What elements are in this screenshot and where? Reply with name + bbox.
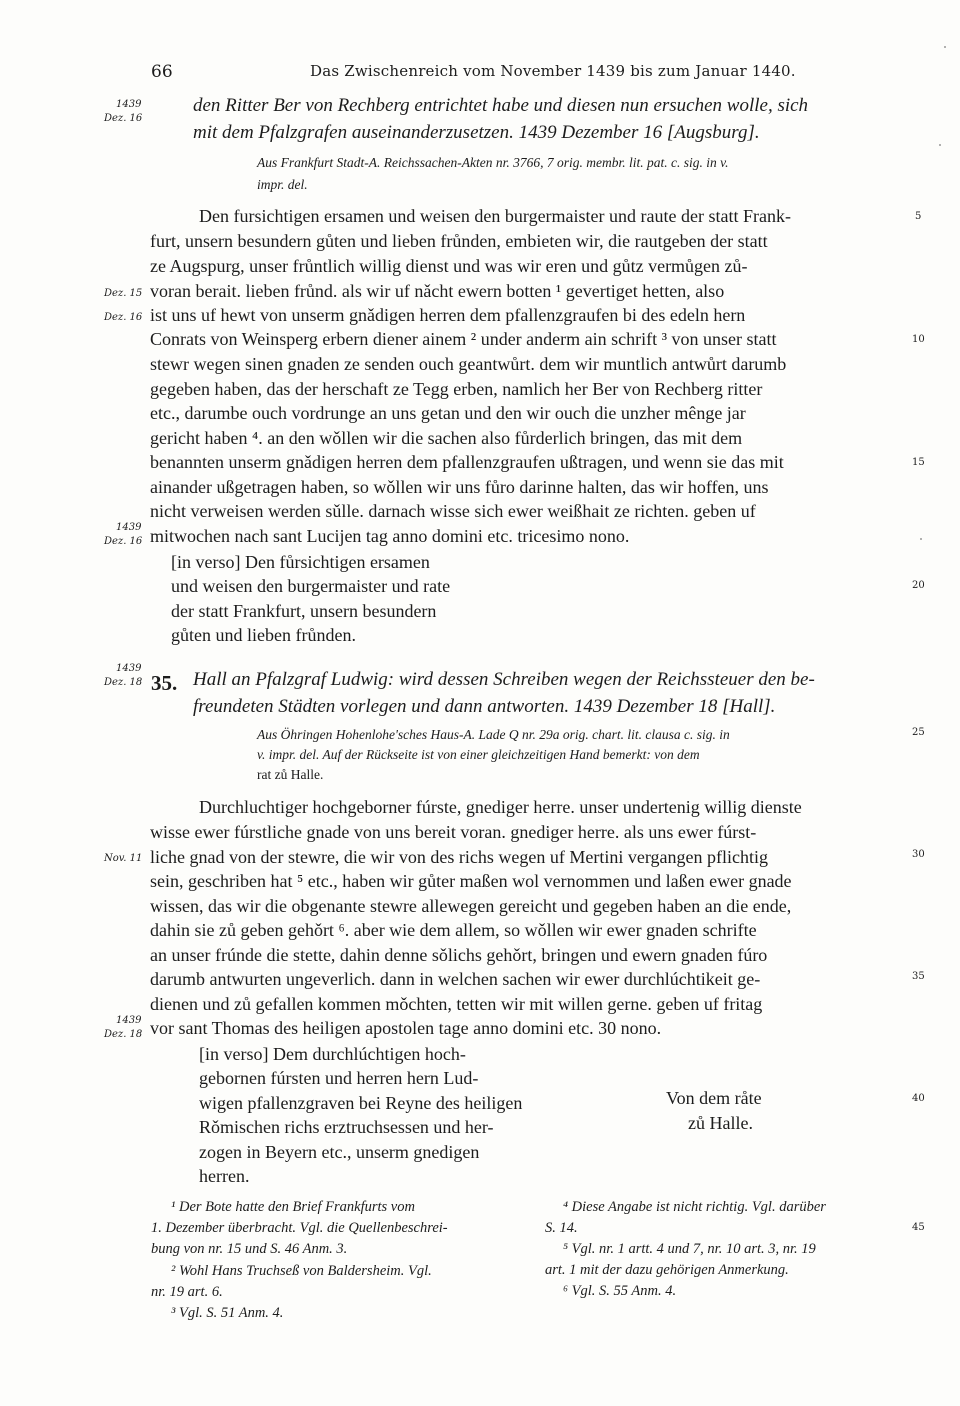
verso-line: wigen pfallenzgraven bei Reyne des heiligen	[199, 1093, 523, 1113]
line-number: 45	[912, 1222, 925, 1233]
body-line: liche gnad von der stewre, die wir von des richs wegen uf Mertini vergangen pflichtig	[150, 847, 768, 867]
verso-line: Rǒmischen richs erztruchsessen und her-	[199, 1117, 494, 1137]
line-number: 35	[912, 971, 925, 982]
body-line: gegeben haben, das der herschaft ze Tegg erben, namlich her Ber von Rechberg ritter	[150, 379, 763, 399]
line-number: 15	[912, 457, 925, 468]
regest-line: mit dem Pfalzgrafen auseinanderzusetzen. 1439 Dezember 16 [Augsburg].	[193, 122, 760, 143]
running-title: Das Zwischenreich vom November 1439 bis zum Januar 1440.	[310, 62, 796, 80]
footnote-line: art. 1 mit der dazu gehörigen Anmerkung.	[545, 1262, 789, 1278]
body-line: dienen und zů gefallen kommen mǒchten, tetten wir mit willen gerne. geben uf fritag	[150, 994, 763, 1014]
margin-year: 1439	[116, 663, 142, 674]
verso-line: [in verso] Dem durchlúchtigen hoch-	[199, 1044, 466, 1064]
footnote-line: ⁴ Diese Angabe ist nicht richtig. Vgl. darüber	[563, 1199, 826, 1215]
margin-year: 1439	[116, 1015, 142, 1026]
verso-line: der statt Frankfurt, unsern besundern	[171, 601, 437, 621]
scan-speck	[939, 144, 941, 146]
footnote-line: bung von nr. 15 und S. 46 Anm. 3.	[151, 1241, 348, 1257]
margin-date: Dez. 16	[104, 536, 143, 547]
line-number: 25	[912, 727, 925, 738]
page-number: 66	[151, 62, 173, 82]
source-line: impr. del.	[257, 177, 308, 192]
body-line: sein, geschriben hat ⁵ etc., haben wir gůter maßen wol vernommen und laßen ewer gnade	[150, 871, 792, 891]
body-line: wissen, das wir die obgenante stewre allewegen gereicht und gegeben haben an die ende,	[150, 896, 792, 916]
body-line: ainander ußgetragen haben, so wǒllen wir uns fůro darinne halten, das wir hoffen, uns	[150, 477, 769, 497]
footnote-line: ¹ Der Bote hatte den Brief Frankfurts vom	[171, 1199, 415, 1215]
body-line: gericht haben ⁴. an den wǒllen wir die sachen also fůrderlich bringen, das mit dem	[150, 428, 743, 448]
line-number: 30	[912, 849, 925, 860]
verso-line: [in verso] Den fůrsichtigen ersamen	[171, 552, 430, 572]
verso-line: herren.	[199, 1166, 250, 1186]
source-line: v. impr. del. Auf der Rückseite ist von einer gleichzeitigen Hand bemerkt: von dem	[257, 747, 700, 762]
line-number: 40	[912, 1093, 925, 1104]
margin-date: Dez. 16	[104, 113, 143, 124]
regest-line: Hall an Pfalzgraf Ludwig: wird dessen Schreiben wegen der Reichssteuer den be-	[193, 669, 815, 690]
scan-speck	[920, 538, 922, 540]
margin-date: Dez. 18	[104, 677, 143, 688]
body-line: dahin sie zů geben gehǒrt ⁶. aber wie dem allem, so wǒllen wir ewer gnaden schrifte	[150, 920, 757, 940]
verso-line: gebornen fúrsten und herren hern Lud-	[199, 1068, 479, 1088]
body-line: mitwochen nach sant Lucijen tag anno domini etc. tricesimo nono.	[150, 526, 630, 546]
line-number: 20	[912, 580, 925, 591]
body-line: an unser frúnde die stette, dahin denne sǒlichs gehǒrt, bringen und ewern gnaden fúro	[150, 945, 768, 965]
footnote-line: ² Wohl Hans Truchseß von Baldersheim. Vgl.	[171, 1263, 432, 1279]
body-line: ze Augspurg, unser frůntlich willig dienst und was wir eren und gůtz vermůgen zů-	[150, 256, 748, 276]
footnote-line: nr. 19 art. 6.	[151, 1284, 223, 1300]
body-line: darumb antwurten ungeverlich. dann in welchen sachen wir ewer durchlúchtikeit ge-	[150, 969, 761, 989]
body-line: wisse ewer fúrstliche gnade von uns bereit voran. gnediger herre. als uns ewer fúrst-	[150, 822, 757, 842]
margin-date: Dez. 15	[104, 288, 143, 299]
body-line: Conrats von Weinsperg erbern diener ainem ² under anderm ain schrift ³ von unser statt	[150, 329, 777, 349]
body-line: furt, unsern besundern gůten und lieben frůnden, embieten wir, die rautgeben der statt	[150, 231, 768, 251]
margin-date: Nov. 11	[104, 853, 143, 864]
body-line: benannten unserm gnǎdigen herren dem pfallenzgraufen ußtragen, und wenn sie das mit	[150, 452, 784, 472]
line-number: 10	[912, 334, 925, 345]
body-line: nicht verweisen werden sǔlle. darnach wisse sich ewer weißhait ze richten. geben uf	[150, 501, 756, 521]
regest-line: den Ritter Ber von Rechberg entrichtet habe und diesen nun ersuchen wolle, sich	[193, 95, 809, 116]
footnote-line: ⁶ Vgl. S. 55 Anm. 4.	[563, 1283, 677, 1299]
verso-line: zogen in Beyern etc., unserm gnedigen	[199, 1142, 480, 1162]
sender-line: zů Halle.	[688, 1113, 753, 1133]
footnote-line: 1. Dezember überbracht. Vgl. die Quellenbeschrei-	[151, 1220, 448, 1236]
scan-speck	[944, 46, 946, 48]
regest-line: freundeten Städten vorlegen und dann antworten. 1439 Dezember 18 [Hall].	[193, 696, 776, 717]
margin-date: Dez. 16	[104, 312, 143, 323]
body-line: Den fursichtigen ersamen und weisen den burgermaister und raute der statt Frank-	[199, 206, 791, 226]
verso-line: gůten und lieben frůnden.	[171, 625, 356, 645]
body-line: ist uns uf hewt von unserm gnǎdigen herren dem pfallenzgraufen bi des edeln hern	[150, 305, 746, 325]
sender-line: Von dem råte	[666, 1088, 762, 1108]
footnote-line: ³ Vgl. S. 51 Anm. 4.	[171, 1305, 284, 1321]
margin-year: 1439	[116, 99, 142, 110]
footnote-line: ⁵ Vgl. nr. 1 artt. 4 und 7, nr. 10 art. 3, nr. 19	[563, 1241, 816, 1257]
margin-year: 1439	[116, 522, 142, 533]
document-number: 35.	[151, 671, 178, 695]
body-line: voran berait. lieben frůnd. als wir uf nǎcht ewern botten ¹ gevertiget hetten, also	[150, 281, 725, 301]
footnote-line: S. 14.	[545, 1220, 578, 1236]
margin-date: Dez. 18	[104, 1029, 143, 1040]
body-line: Durchluchtiger hochgeborner fúrste, gnediger herre. unser undertenig willig dienste	[199, 797, 802, 817]
source-line: Aus Öhringen Hohenlohe'sches Haus-A. Lade Q nr. 29a orig. chart. lit. clausa c. sig. in	[257, 727, 730, 742]
verso-line: und weisen den burgermaister und rate	[171, 576, 451, 596]
source-line: rat zů Halle.	[257, 767, 324, 782]
line-number: 5	[915, 211, 922, 222]
body-line: vor sant Thomas des heiligen apostolen tage anno domini etc. 30 nono.	[150, 1018, 662, 1038]
source-line: Aus Frankfurt Stadt-A. Reichssachen-Akten nr. 3766, 7 orig. membr. lit. pat. c. sig. in v.	[257, 155, 729, 170]
body-line: etc., darumbe ouch vordrunge an uns getan und den wir ouch die unzher mênge jar	[150, 403, 746, 423]
body-line: stewr wegen sinen gnaden ze senden ouch geantwůrt. dem wir muntlich antwůrt darumb	[150, 354, 787, 374]
